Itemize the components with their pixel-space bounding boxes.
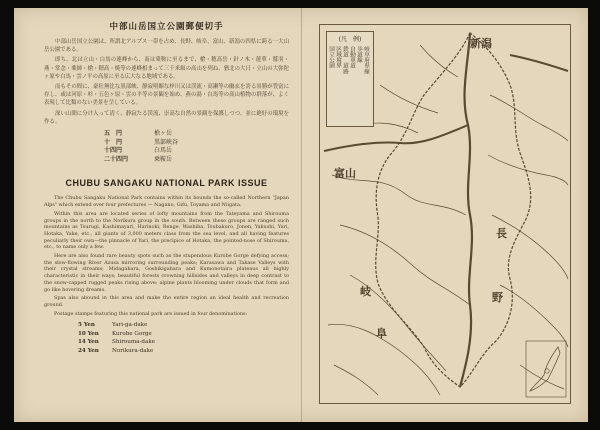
stamp-name: Shirouma-dake — [112, 339, 156, 346]
list-item — [104, 156, 289, 165]
park-map — [319, 24, 571, 404]
english-paragraph: Postage stamps featuring this national park are issued in four denominations: — [54, 310, 248, 317]
stamp-value: 24 Yen — [78, 347, 99, 354]
region-label-gi: 岐 — [360, 285, 371, 298]
list-item — [104, 130, 289, 139]
stamp-value: 十 円 — [104, 138, 123, 146]
japanese-paragraph: 而もその間に、豪壮無比な黒部峡、静寂明媚な梓川又は渓流・高瀬等の幽玄を誇る景勝が豊富に存し、或は河原・杉・五色ヶ原・雲の平等の景観を始め、燕の湯・白馬等の高山植物の群落が、よく表現して比類のない美景を呈している。 — [44, 84, 289, 107]
legend-title: (凡 例) — [338, 36, 362, 43]
stamp-value: 14 Yen — [78, 339, 99, 346]
map-legend — [326, 31, 374, 127]
japanese-stamp-list — [104, 130, 289, 164]
stamp-name: 黒部峡谷 — [154, 138, 179, 146]
legend-item: 自動車道 — [349, 46, 355, 69]
english-stamp-list — [78, 321, 289, 355]
english-paragraph: Here are also found rare beauty spots such as the stupendous Kurobe Gorge defying access; the slow-flowing River Azusa mirroring surrounding peaks; Karasawa and Takase Valleys with their crystal streams; Midagahara, Goshikigahara and Kumonotaira plateaus all highly characteristic in their ways; beautiful forests crowning hillsides and valleys in deep contrast to the snow-capped rugged peaks rising above; alpine plants blooming under clouds that form and go like hovering dreams. — [44, 253, 289, 293]
list-item — [78, 330, 289, 339]
list-item — [104, 139, 289, 148]
japanese-paragraph: 中部山岳国立公園は、所謂北アルプス一帯を占め、長野、岐阜、富山、新潟の四県に跨る一大山岳公園である。 — [44, 39, 289, 54]
japanese-paragraph: 即ち、北は立山・白馬の連峰から、南は乗鞍に至るまで、槍・穂高岳・針ノ木・蓮華・鷲羽・燕・常念・薬師・槍・穂高・焼等の連峰相まって三千米級の高山を列ね、猶北の大日・立山の大弥陀ヶ原や白馬・雲ノ平の高原に至る広大なる地域である。 — [44, 57, 289, 80]
japanese-title: 中部山岳国立公園郵便切手 — [109, 22, 224, 32]
legend-item: 岐阜府県線 — [363, 46, 369, 74]
english-paragraph: The Chubu Sangaku National Park contains within its bounds the so-called Northern "Japan Alps" which extend over four prefectures — Nagano, Gifu, Toyama and Niigata. — [44, 195, 289, 209]
region-label-naga: 長 — [496, 227, 507, 240]
stamp-name: 乗鞍岳 — [154, 155, 173, 163]
region-label-fu: 阜 — [376, 327, 387, 340]
stamp-name: Norikura-dake — [112, 347, 154, 354]
text-panel — [44, 20, 289, 355]
english-paragraph: Spas also abound in this area and make the entire region an ideal health and recreation ground. — [44, 295, 289, 308]
center-fold — [301, 8, 302, 422]
stamp-name: Kurobe Gorge — [112, 330, 152, 337]
stamp-value: 十四円 — [104, 147, 123, 155]
legend-item: 歩道線 — [356, 46, 362, 63]
legend-items — [328, 46, 369, 122]
prefecture-line — [460, 33, 472, 387]
inset-map-japan — [530, 347, 560, 391]
english-paragraph: Within this area are located series of lofty mountains from the Tateyama and Shirouma groups in the north to the Norikura group in the south. Between these groups are ranged such mountains as Tsurugi, Kashimayari, Harinoki, Renge, Washiba, Tsubakuro, Jonen, Yakushi, Yari, Hotaka, Yake, etc., all giants of 3,000 meters class from the sea level, and all having features peculiarly their own—the pinnacle of Yari, the precipice of Hotaka, the pointed-nose of Shirouma, etc., to name only a few. — [44, 210, 289, 251]
region-label-niigata: 新潟 — [470, 37, 492, 50]
stamp-name: 槍ヶ岳 — [154, 130, 173, 138]
stamp-name: 白馬岳 — [154, 147, 173, 155]
list-item — [78, 338, 289, 347]
english-title: CHUBU SANGAKU NATIONAL PARK ISSUE — [65, 178, 268, 189]
region-label-no: 野 — [492, 291, 503, 304]
legend-item: 鉄道 道路 — [342, 46, 348, 74]
stamp-value: 10 Yen — [78, 330, 99, 337]
stamp-value: 二十四円 — [104, 155, 129, 163]
japanese-paragraph: 深い山間に分け入って清く、静寂たる渓流、崇高な自然の景観を保護しつつ、並に絶好の環境を作る。 — [44, 110, 289, 125]
stamp-name: Yari-ga-dake — [112, 322, 148, 329]
brochure-sheet — [14, 8, 588, 422]
stamp-value: 5 Yen — [78, 322, 95, 329]
legend-item: 国立公園 — [328, 46, 334, 69]
list-item — [78, 321, 289, 330]
park-boundary — [376, 33, 531, 387]
legend-item: 区域境界 — [335, 46, 341, 69]
list-item — [104, 147, 289, 156]
inset-map-marker — [545, 369, 549, 373]
list-item — [78, 347, 289, 356]
region-label-toyama: 富山 — [334, 167, 356, 180]
prefecture-line — [510, 55, 568, 71]
stamp-value: 五 円 — [104, 130, 123, 138]
